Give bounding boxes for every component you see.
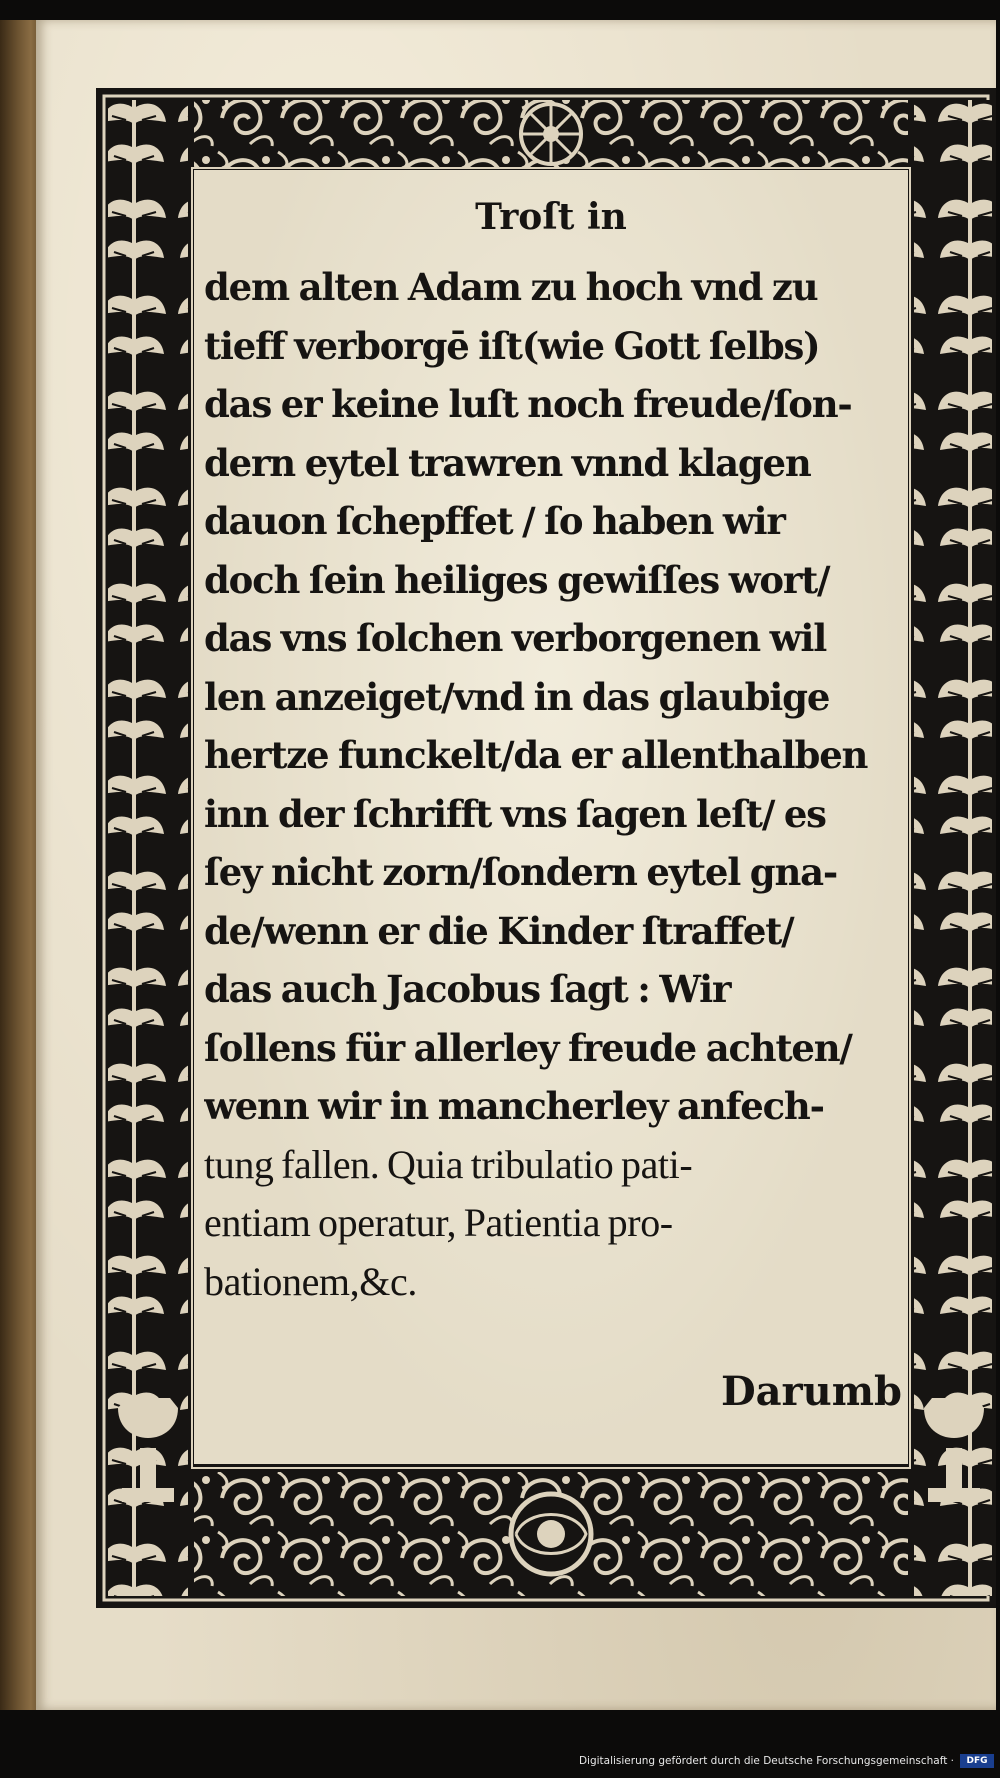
text-line: wenn wir in mancherley anfech- — [204, 1084, 824, 1128]
text-block — [204, 258, 904, 1311]
text-line: dauon ſchepffet / ſo haben wir — [204, 499, 785, 543]
text-line: ſollens für allerley freude achten/ — [204, 1025, 852, 1070]
text-line: tieff verborgē iſt(wie Gott ſelbs) — [204, 323, 820, 368]
text-line: das auch Jacobus ſagt : Wir — [204, 967, 731, 1011]
text-line: dem alten Adam zu hoch vnd zu — [204, 265, 818, 309]
text-line: inn der ſchrifft vns ſagen leſt/ es — [204, 791, 826, 836]
text-line: hertze funckelt/da er allenthalben — [204, 733, 868, 777]
dfg-logo-icon: DFG — [960, 1754, 994, 1768]
text-line: das vns ſolchen verborgenen wil — [204, 616, 827, 660]
text-line: bationem,&c. — [204, 1258, 417, 1304]
running-head: Troſt in — [475, 196, 627, 238]
catchword: Darumb — [720, 1368, 902, 1415]
text-line: tung fallen. Quia tribulatio pati- — [204, 1141, 693, 1187]
text-line: dern eytel trawren vnnd klagen — [204, 440, 811, 485]
text-line: entiam operatur, Patientia pro- — [204, 1200, 673, 1245]
text-line: de/wenn er die Kinder ſtraffet/ — [204, 908, 794, 953]
text-panel — [194, 170, 908, 1464]
text-line: len anzeiget/vnd in das glaubige — [204, 674, 830, 719]
text-line: das er keine luſt noch freude/ſon- — [204, 382, 852, 426]
text-line: ſey nicht zorn/ſondern eytel gna- — [204, 850, 838, 894]
digitization-credit: Digitalisierung gefördert durch die Deutsche Forschungsgemeinschaft · — [578, 1755, 954, 1767]
text-line: doch ſein heiliges gewiſſes wort/ — [204, 557, 830, 602]
